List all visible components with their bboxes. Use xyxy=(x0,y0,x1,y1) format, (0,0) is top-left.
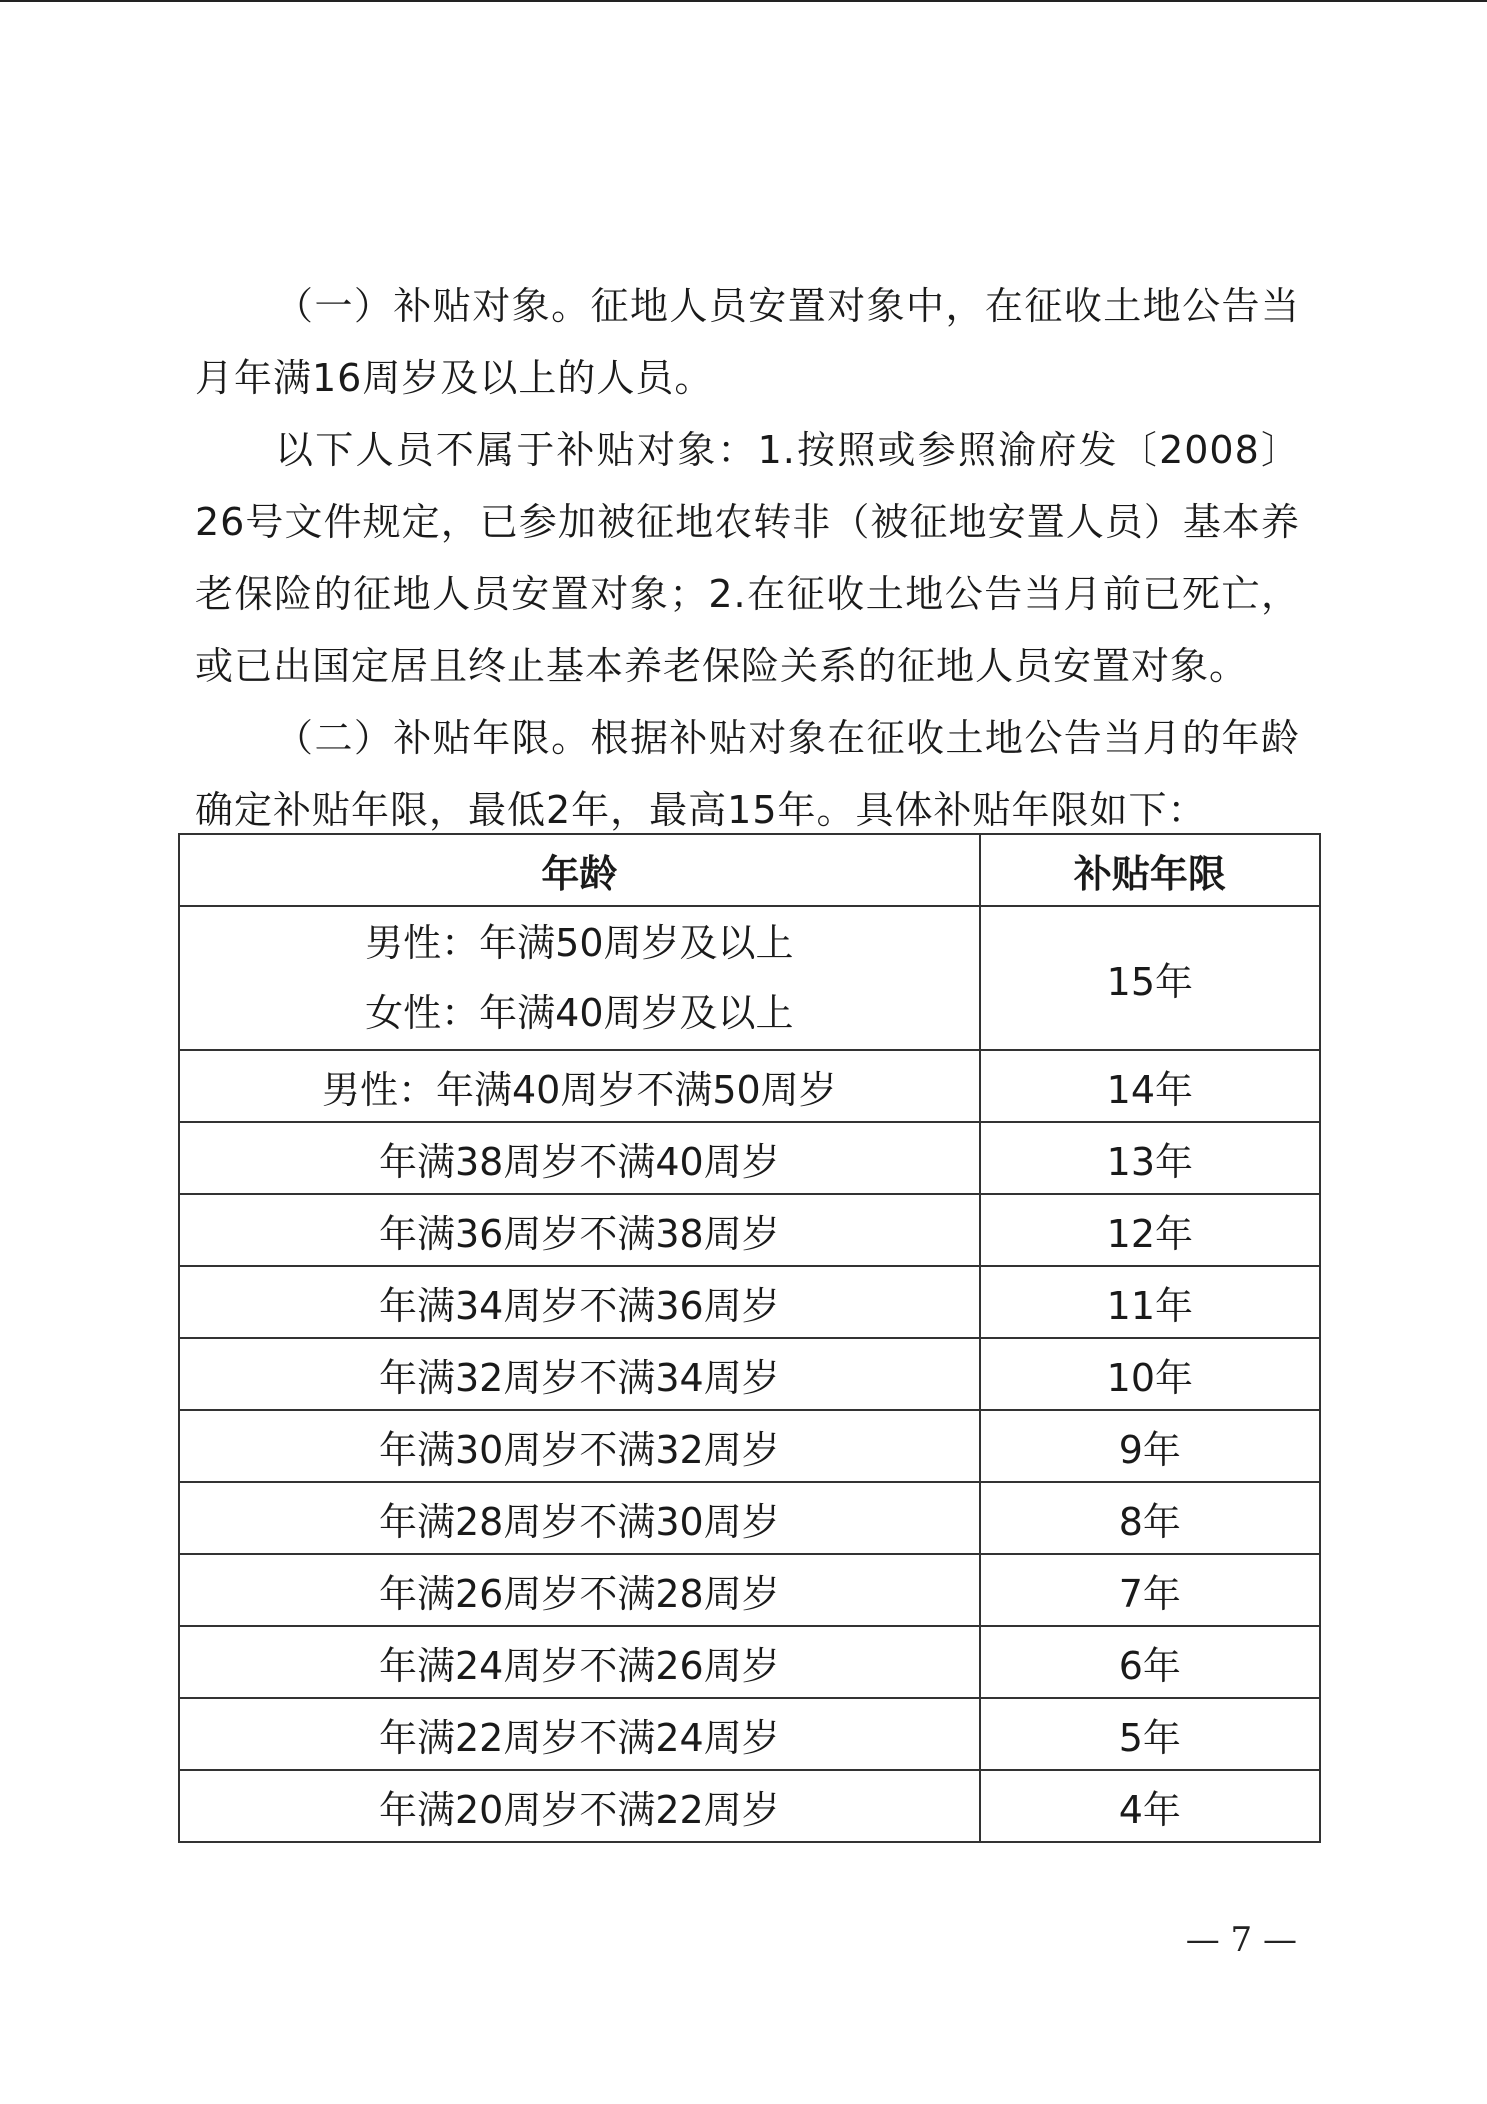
years-cell: 7年 xyxy=(980,1554,1320,1626)
page-number: — 7 — xyxy=(1185,1920,1297,1960)
top-border-rule xyxy=(0,0,1487,2)
years-cell: 15年 xyxy=(980,906,1320,1050)
years-cell: 10年 xyxy=(980,1338,1320,1410)
paragraph-exclusions: 以下人员不属于补贴对象：1.按照或参照渝府发〔2008〕26号文件规定，已参加被征地农转非（被征地安置人员）基本养老保险的征地人员安置对象；2.在征收土地公告当月前已死亡，或已出国定居且终止基本养老保险关系的征地人员安置对象。 xyxy=(195,428,1300,688)
table-row xyxy=(179,1626,1320,1698)
age-cell: 年满22周岁不满24周岁 xyxy=(179,1698,980,1770)
age-cell: 年满30周岁不满32周岁 xyxy=(179,1410,980,1482)
years-cell: 8年 xyxy=(980,1482,1320,1554)
subsidy-years-table xyxy=(178,833,1321,1843)
age-cell: 年满24周岁不满26周岁 xyxy=(179,1626,980,1698)
years-cell: 4年 xyxy=(980,1770,1320,1842)
table-row xyxy=(179,1698,1320,1770)
table-row xyxy=(179,1554,1320,1626)
age-cell: 年满20周岁不满22周岁 xyxy=(179,1770,980,1842)
years-cell: 5年 xyxy=(980,1698,1320,1770)
age-cell: 男性：年满40周岁不满50周岁 xyxy=(179,1050,980,1122)
age-cell xyxy=(179,906,980,1050)
table-row xyxy=(179,1194,1320,1266)
paragraph-subsidy-years: （二）补贴年限。根据补贴对象在征收土地公告当月的年龄确定补贴年限，最低2年，最高15年。具体补贴年限如下： xyxy=(195,716,1300,832)
age-cell: 年满36周岁不满38周岁 xyxy=(179,1194,980,1266)
table-row xyxy=(179,1050,1320,1122)
years-cell: 6年 xyxy=(980,1626,1320,1698)
years-cell: 14年 xyxy=(980,1050,1320,1122)
table-row xyxy=(179,1266,1320,1338)
table-row xyxy=(179,1338,1320,1410)
age-cell: 年满38周岁不满40周岁 xyxy=(179,1122,980,1194)
years-cell: 11年 xyxy=(980,1266,1320,1338)
age-line-male: 男性：年满50周岁及以上 xyxy=(365,921,794,965)
table-row xyxy=(179,1410,1320,1482)
age-cell: 年满28周岁不满30周岁 xyxy=(179,1482,980,1554)
paragraph-subsidy-target: （一）补贴对象。征地人员安置对象中，在征收土地公告当月年满16周岁及以上的人员。 xyxy=(195,284,1300,400)
age-cell: 年满32周岁不满34周岁 xyxy=(179,1338,980,1410)
age-line-female: 女性：年满40周岁及以上 xyxy=(365,991,794,1035)
years-cell: 9年 xyxy=(980,1410,1320,1482)
table-row xyxy=(179,906,1320,1050)
header-years: 补贴年限 xyxy=(980,834,1320,906)
table-body xyxy=(179,906,1320,1842)
table-header-row xyxy=(179,834,1320,906)
table-row xyxy=(179,1482,1320,1554)
years-cell: 13年 xyxy=(980,1122,1320,1194)
age-cell: 年满34周岁不满36周岁 xyxy=(179,1266,980,1338)
years-cell: 12年 xyxy=(980,1194,1320,1266)
table-row xyxy=(179,1770,1320,1842)
table-row xyxy=(179,1122,1320,1194)
document-body xyxy=(195,270,1300,846)
age-cell: 年满26周岁不满28周岁 xyxy=(179,1554,980,1626)
header-age: 年龄 xyxy=(179,834,980,906)
